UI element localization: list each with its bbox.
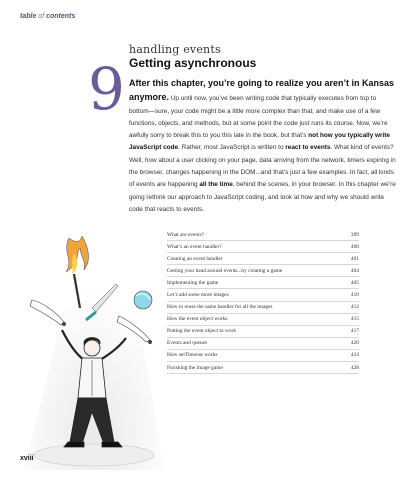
ball-icon [134,291,152,309]
intro-text-4: , behind the scenes, in your browser. In this chapter we’re going rethink our approach to JavaScript coding, and look at how and why we should write code that reacts to events. [129,181,396,213]
header-word-table: table [20,13,37,20]
chapter-intro [129,77,397,216]
toc-entry[interactable] [167,338,359,350]
toc-entry-page: 417 [350,328,359,335]
toc-entry-title: How setTimeout works [167,352,218,359]
club-icon-left [30,300,66,326]
toc-entry-page: 428 [350,364,359,371]
toc-entry[interactable] [167,253,359,265]
header-word-of: of [38,13,45,20]
toc-entry-page: 420 [350,340,359,347]
toc-entry[interactable] [167,362,359,374]
chapter-subtitle: handling events [129,43,221,56]
header-word-contents: contents [46,13,76,20]
toc-entry[interactable] [167,314,359,326]
toc-entry-page: 400 [350,243,359,250]
page-number: xviii [20,455,34,462]
toc-entry-page: 405 [350,279,359,286]
toc-list [167,229,359,374]
toc-entry[interactable] [167,265,359,277]
toc-entry-title: Putting the event object to work [167,328,237,335]
toc-entry-title: How the event object works [167,316,228,323]
toc-entry-page: 410 [350,292,359,299]
toc-entry-title: What’s an event handler? [167,243,222,250]
toc-entry[interactable] [167,326,359,338]
intro-text-1: Up until now, you’ve been writing code that typically executes from top to bottom—sure, your code might be a little more complex than that, and make use of a few functions, objects, and methods, but at some point the code just runs its course. Now, we’re awfully sorry to break this to you this late in the book, but that’s [129,95,388,140]
chapter-title: Getting asynchronous [129,56,257,70]
intro-bold-1: not how you typically write JavaScript code [129,132,390,152]
toc-entry-title: Implementing the game [167,279,219,286]
toc-entry[interactable] [167,229,359,241]
toc-entry-page: 399 [350,231,359,238]
toc-entry-title: Finishing the image game [167,364,223,371]
chapter-number: 9 [88,55,125,123]
intro-text-2: . Rather, most JavaScript is written to [178,144,286,152]
intro-bold-3: all the time [199,181,233,189]
toc-entry-page: 415 [350,316,359,323]
intro-text-3: . What kind of events? Well, how about a user clicking on your page, data arriving from the network, timers expiring in the browser, changes happening in the DOM...and that’s just a few examples. In fact, all kinds of events are happening [129,144,396,189]
toc-entry-page: 412 [350,304,359,311]
toc-entry[interactable] [167,302,359,314]
spotlight-floor [34,444,154,466]
toc-entry[interactable] [167,241,359,253]
intro-lead: After this chapter, you’re going to realize you aren’t in Kansas anymore. [129,78,395,103]
toc-entry-title: Events and queues [167,340,208,347]
toc-entry-page: 404 [350,267,359,274]
toc-entry[interactable] [167,289,359,301]
toc-entry-title: Let’s add some more images [167,292,229,299]
toc-entry-title: How to reuse the same handler for all the images [167,304,273,311]
intro-bold-2: react to events [285,144,331,152]
toc-entry[interactable] [167,350,359,362]
toc-entry-page: 424 [350,352,359,359]
toc-entry[interactable] [167,277,359,289]
toc-entry-title: Getting your head around events...by creating a game [167,267,283,274]
toc-entry-page: 401 [350,255,359,262]
running-header [20,13,75,20]
juggler-illustration [14,230,169,470]
toc-entry-title: Creating an event handler [167,255,223,262]
toc-entry-title: What are events? [167,231,205,238]
